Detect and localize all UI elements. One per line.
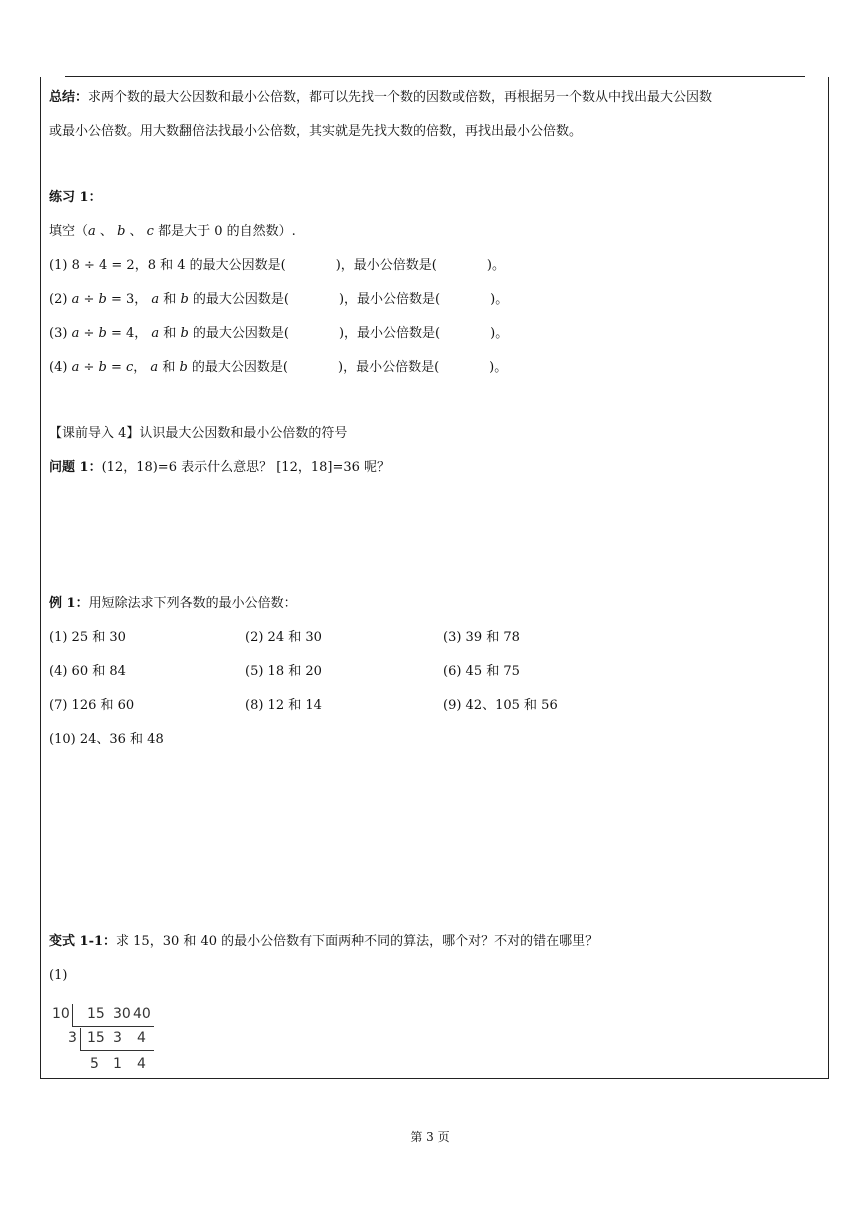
variant-sub-1: (1) [49,968,68,983]
page-footer: 第 3 页 [410,1130,450,1144]
ladder-cell: 15 [87,1030,105,1046]
example-item: (5) 18 和 20 [245,664,322,679]
summary-line-1 [49,90,712,106]
example-item: (7) 126 和 60 [49,698,135,713]
ladder-cell: 15 [87,1006,105,1022]
page-number: 3 [426,1130,434,1144]
summary-text-1: 求两个数的最大公因数和最小公倍数，都可以先找一个数的因数或倍数，再根据另一个数从中找出最大公因数 [88,90,713,105]
example-item: (10) 24、36 和 48 [49,732,164,747]
example-item: (6) 45 和 75 [443,664,520,679]
ladder-cell: 1 [113,1056,122,1072]
practice-intro: 填空（a 、 b 、 c 都是大于 0 的自然数）. [49,224,296,239]
example-item: (9) 42、105 和 56 [443,698,558,713]
example-1: 例 1：用短除法求下列各数的最小公倍数： [49,596,297,611]
variant-1-1: 变式 1-1：求 15，30 和 40 的最小公倍数有下面两种不同的算法，哪个对？不对的错在哪里？ [49,934,599,949]
practice-q1: (1) 8 ÷ 4 = 2，8 和 4 的最大公因数是( )，最小公倍数是( )。 [49,258,505,273]
example-item: (2) 24 和 30 [245,630,322,645]
summary-line-2: 或最小公倍数。用大数翻倍法找最小公倍数，其实就是先找大数的倍数，再找出最小公倍数。 [49,124,583,139]
example-item: (1) 25 和 30 [49,630,126,645]
summary-label: 总结： [49,90,89,105]
short-division-ladder [52,1002,162,1076]
practice-q2: (2) a ÷ b = 3， a 和 b 的最大公因数是( )，最小公倍数是( )。 [49,292,509,307]
lead-in-title: 【课前导入 4】认识最大公因数和最小公倍数的符号 [49,426,348,441]
ladder-cell: 4 [137,1056,146,1072]
ladder-divisor: 10 [52,1006,70,1022]
example-item: (4) 60 和 84 [49,664,126,679]
practice-q4: (4) a ÷ b = c， a 和 b 的最大公因数是( )，最小公倍数是( )。 [49,360,508,375]
example-item: (3) 39 和 78 [443,630,520,645]
ladder-cell: 5 [90,1056,99,1072]
ladder-cell: 30 [113,1006,131,1022]
question-1: 问题 1：(12，18)=6 表示什么意思？ [12，18]=36 呢？ [49,460,391,475]
practice-title: 练习 1： [49,190,102,205]
practice-q3: (3) a ÷ b = 4， a 和 b 的最大公因数是( )，最小公倍数是( )。 [49,326,509,341]
example-item: (8) 12 和 14 [245,698,322,713]
ladder-divisor: 3 [68,1030,77,1046]
ladder-cell: 4 [137,1030,146,1046]
ladder-cell: 3 [113,1030,122,1046]
ladder-cell: 40 [133,1006,151,1022]
